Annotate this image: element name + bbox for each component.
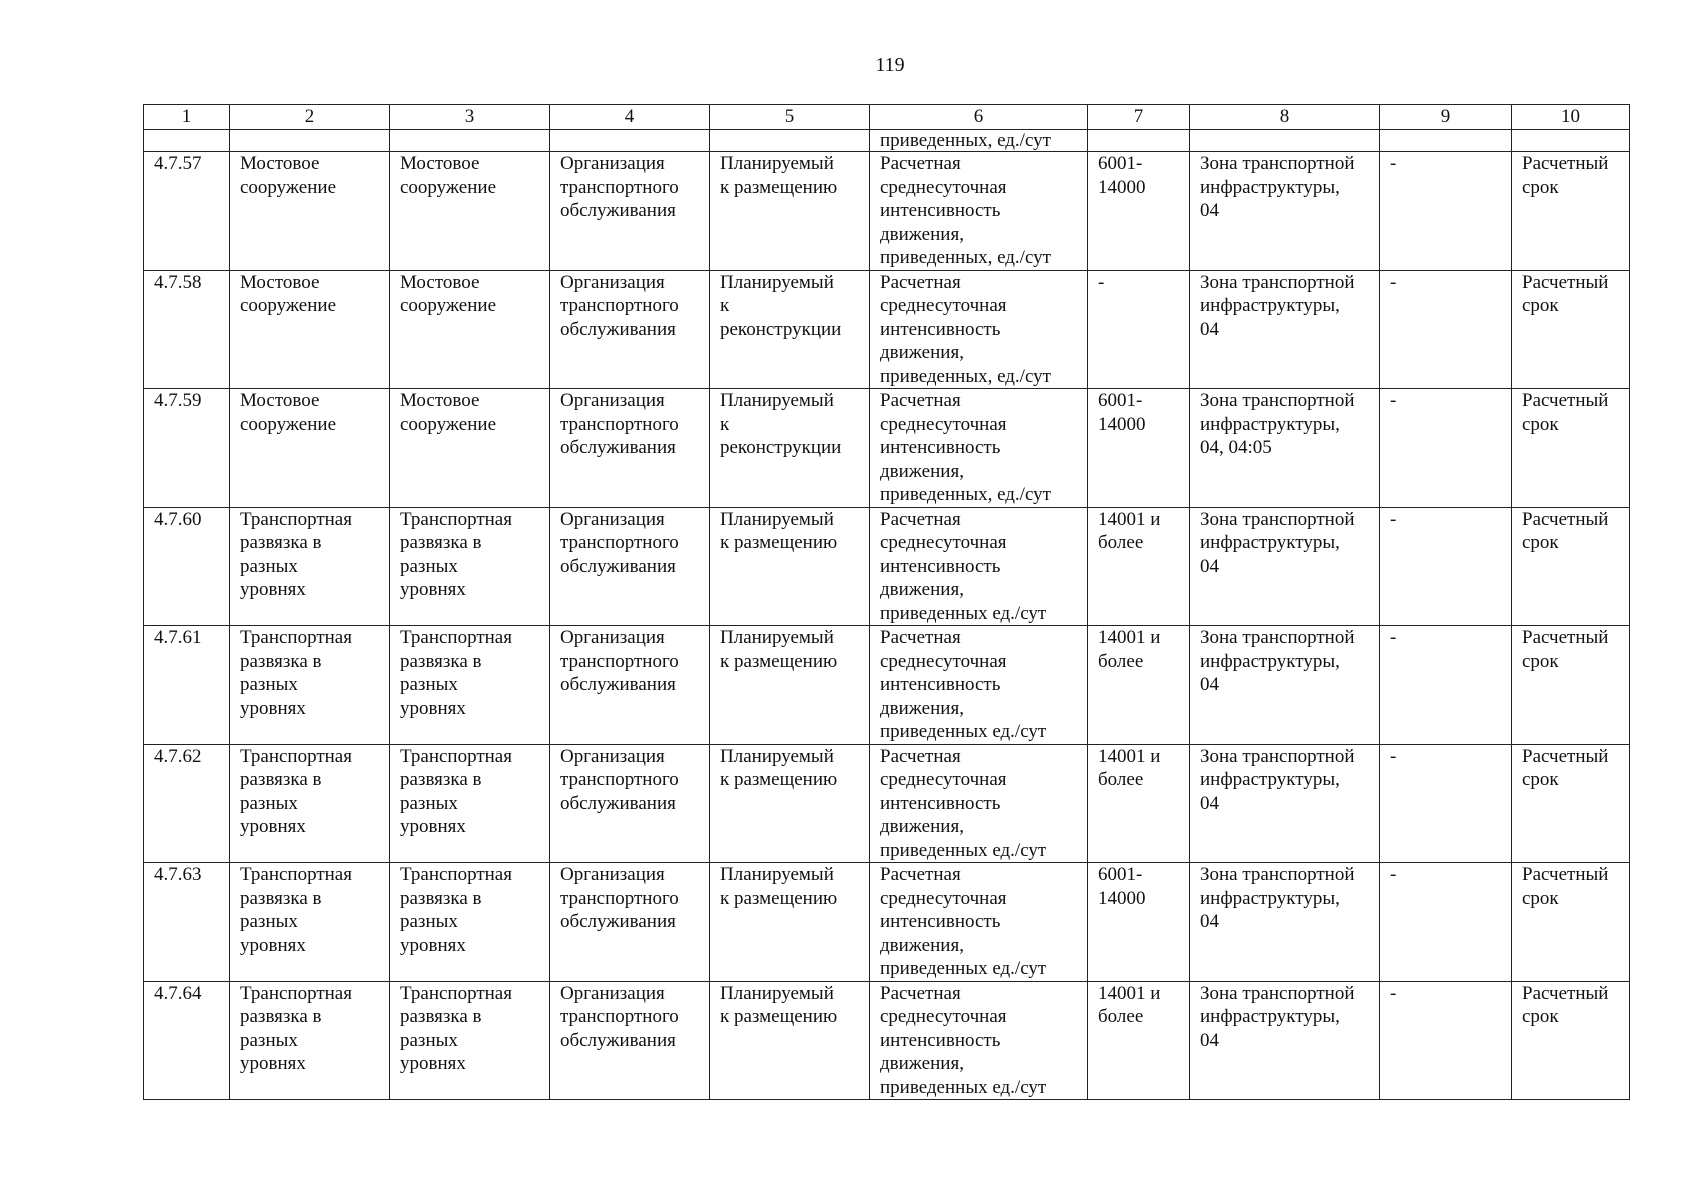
value-text: 6001- 14000 xyxy=(1098,390,1146,435)
empty-cell xyxy=(1512,130,1630,152)
header-row xyxy=(144,105,1630,130)
row-number-text: 4.7.63 xyxy=(154,864,202,885)
empty-cell xyxy=(710,130,870,152)
purpose-text: Организация транспортного обслуживания xyxy=(560,153,679,221)
object-name-cell xyxy=(390,152,550,271)
empty-cell xyxy=(1380,130,1512,152)
purpose-text: Организация транспортного обслуживания xyxy=(560,627,679,695)
column-header: 5 xyxy=(710,105,870,130)
zone-text: Зона транспортной инфраструктуры, 04 xyxy=(1200,508,1355,577)
value-text: 14001 и более xyxy=(1098,627,1161,672)
characteristic-text: Расчетная среднесуточная интенсивность движения, приведенных ед./сут xyxy=(880,745,1047,861)
continuation-row xyxy=(144,130,1630,152)
row-number-cell xyxy=(144,863,230,982)
object-type-cell xyxy=(230,744,390,863)
value-cell xyxy=(1088,863,1190,982)
value-text: 6001- 14000 xyxy=(1098,864,1146,909)
value-text: 14001 и более xyxy=(1098,982,1161,1027)
column-header: 8 xyxy=(1190,105,1380,130)
status-cell xyxy=(710,626,870,745)
row-number-text: 4.7.58 xyxy=(154,271,202,293)
characteristic-cell xyxy=(870,507,1088,626)
zone-text: Зона транспортной инфраструктуры, 04, 04:05 xyxy=(1200,390,1355,458)
column-header: 2 xyxy=(230,105,390,130)
page-number: 119 xyxy=(875,54,905,76)
object-name-cell xyxy=(390,744,550,863)
row-number-cell xyxy=(144,626,230,745)
characteristic-cell xyxy=(870,626,1088,745)
term-cell xyxy=(1512,507,1630,626)
object-name-text: Мостовое сооружение xyxy=(400,271,497,316)
status-cell xyxy=(710,270,870,389)
location-cell xyxy=(1380,981,1512,1100)
zone-cell xyxy=(1190,152,1380,271)
value-cell xyxy=(1088,270,1190,389)
term-text: Расчетный срок xyxy=(1522,864,1609,909)
status-text: Планируемый к размещению xyxy=(720,982,838,1027)
purpose-cell xyxy=(550,626,710,745)
empty-cell xyxy=(1190,130,1380,152)
purpose-cell xyxy=(550,152,710,271)
object-type-text: Транспортная развязка в разных уровнях xyxy=(240,982,352,1074)
object-name-text: Транспортная развязка в разных уровнях xyxy=(400,627,512,719)
empty-cell xyxy=(230,130,390,152)
object-type-cell xyxy=(230,981,390,1100)
term-cell xyxy=(1512,270,1630,389)
purpose-text: Организация транспортного обслуживания xyxy=(560,390,679,458)
column-header: 1 xyxy=(144,105,230,130)
characteristic-cell xyxy=(870,152,1088,271)
row-number-text: 4.7.59 xyxy=(154,390,202,411)
object-type-cell xyxy=(230,863,390,982)
purpose-cell xyxy=(550,744,710,863)
row-number-cell xyxy=(144,744,230,863)
term-text: Расчетный срок xyxy=(1522,390,1609,435)
value-cell xyxy=(1088,626,1190,745)
status-text: Планируемый к размещению xyxy=(720,864,838,909)
object-type-text: Транспортная развязка в разных уровнях xyxy=(240,864,352,956)
object-name-text: Транспортная развязка в разных уровнях xyxy=(400,982,512,1074)
location-text: - xyxy=(1390,390,1397,411)
term-cell xyxy=(1512,981,1630,1100)
status-text: Планируемый к размещению xyxy=(720,745,838,790)
object-type-text: Мостовое сооружение xyxy=(240,153,337,198)
object-type-cell xyxy=(230,152,390,271)
purpose-text: Организация транспортного обслуживания xyxy=(560,982,679,1051)
object-name-cell xyxy=(390,981,550,1100)
empty-cell xyxy=(390,130,550,152)
term-text: Расчетный срок xyxy=(1522,508,1609,553)
term-text: Расчетный срок xyxy=(1522,271,1609,316)
object-name-cell xyxy=(390,389,550,508)
zone-cell xyxy=(1190,626,1380,745)
term-cell xyxy=(1512,863,1630,982)
row-number-text: 4.7.64 xyxy=(154,982,202,1004)
location-cell xyxy=(1380,863,1512,982)
table-row xyxy=(144,507,1630,626)
value-text: 6001- 14000 xyxy=(1098,153,1146,198)
column-header: 3 xyxy=(390,105,550,130)
column-header: 9 xyxy=(1380,105,1512,130)
value-cell xyxy=(1088,744,1190,863)
status-cell xyxy=(710,981,870,1100)
object-type-cell xyxy=(230,389,390,508)
location-cell xyxy=(1380,626,1512,745)
row-number-text: 4.7.61 xyxy=(154,627,202,648)
object-name-text: Транспортная развязка в разных уровнях xyxy=(400,864,512,956)
location-text: - xyxy=(1390,627,1397,648)
status-text: Планируемый к реконструкции xyxy=(720,390,842,458)
characteristic-cell xyxy=(870,863,1088,982)
continuation-text: приведенных, ед./сут xyxy=(870,130,1088,152)
purpose-text: Организация транспортного обслуживания xyxy=(560,271,679,340)
zone-text: Зона транспортной инфраструктуры, 04 xyxy=(1200,271,1355,340)
zone-cell xyxy=(1190,981,1380,1100)
row-number-text: 4.7.62 xyxy=(154,745,202,767)
term-text: Расчетный срок xyxy=(1522,982,1609,1027)
characteristic-text: Расчетная среднесуточная интенсивность движения, приведенных ед./сут xyxy=(880,982,1047,1098)
characteristic-text: Расчетная среднесуточная интенсивность движения, приведенных ед./сут xyxy=(880,508,1047,624)
term-text: Расчетный срок xyxy=(1522,627,1609,672)
term-cell xyxy=(1512,626,1630,745)
location-cell xyxy=(1380,152,1512,271)
term-cell xyxy=(1512,389,1630,508)
purpose-cell xyxy=(550,863,710,982)
term-text: Расчетный срок xyxy=(1522,745,1609,790)
empty-cell xyxy=(144,130,230,152)
location-text: - xyxy=(1390,982,1397,1004)
object-name-text: Транспортная развязка в разных уровнях xyxy=(400,745,512,837)
zone-text: Зона транспортной инфраструктуры, 04 xyxy=(1200,982,1355,1051)
column-header: 10 xyxy=(1512,105,1630,130)
zone-cell xyxy=(1190,270,1380,389)
table-row xyxy=(144,981,1630,1100)
table-row xyxy=(144,863,1630,982)
value-cell xyxy=(1088,389,1190,508)
value-cell xyxy=(1088,507,1190,626)
purpose-cell xyxy=(550,507,710,626)
table-row xyxy=(144,152,1630,271)
characteristic-text: Расчетная среднесуточная интенсивность движения, приведенных, ед./сут xyxy=(880,271,1051,387)
object-type-text: Транспортная развязка в разных уровнях xyxy=(240,745,352,837)
status-text: Планируемый к размещению xyxy=(720,153,838,198)
column-header: 4 xyxy=(550,105,710,130)
zone-cell xyxy=(1190,744,1380,863)
purpose-cell xyxy=(550,981,710,1100)
status-cell xyxy=(710,507,870,626)
object-name-cell xyxy=(390,863,550,982)
empty-cell xyxy=(550,130,710,152)
value-cell xyxy=(1088,152,1190,271)
characteristic-cell xyxy=(870,270,1088,389)
characteristic-text: Расчетная среднесуточная интенсивность движения, приведенных, ед./сут xyxy=(880,390,1051,505)
status-cell xyxy=(710,744,870,863)
zone-cell xyxy=(1190,863,1380,982)
empty-cell xyxy=(1088,130,1190,152)
location-cell xyxy=(1380,389,1512,508)
location-cell xyxy=(1380,744,1512,863)
characteristic-cell xyxy=(870,981,1088,1100)
purpose-cell xyxy=(550,270,710,389)
object-name-cell xyxy=(390,626,550,745)
purpose-text: Организация транспортного обслуживания xyxy=(560,745,679,814)
characteristic-text: Расчетная среднесуточная интенсивность движения, приведенных ед./сут xyxy=(880,627,1047,742)
purpose-text: Организация транспортного обслуживания xyxy=(560,508,679,577)
status-cell xyxy=(710,863,870,982)
zone-text: Зона транспортной инфраструктуры, 04 xyxy=(1200,153,1355,221)
object-type-text: Мостовое сооружение xyxy=(240,390,337,435)
value-text: 14001 и более xyxy=(1098,508,1161,553)
location-cell xyxy=(1380,270,1512,389)
object-name-text: Мостовое сооружение xyxy=(400,153,497,198)
purpose-text: Организация транспортного обслуживания xyxy=(560,864,679,932)
location-text: - xyxy=(1390,745,1397,767)
purpose-cell xyxy=(550,389,710,508)
location-text: - xyxy=(1390,508,1397,530)
table-row xyxy=(144,270,1630,389)
value-text: 14001 и более xyxy=(1098,745,1161,790)
object-type-text: Мостовое сооружение xyxy=(240,271,337,316)
characteristic-cell xyxy=(870,389,1088,508)
table-row xyxy=(144,626,1630,745)
value-text: - xyxy=(1098,271,1105,293)
row-number-text: 4.7.57 xyxy=(154,153,202,174)
object-name-cell xyxy=(390,507,550,626)
object-name-text: Транспортная развязка в разных уровнях xyxy=(400,508,512,600)
row-number-cell xyxy=(144,152,230,271)
row-number-cell xyxy=(144,270,230,389)
object-type-cell xyxy=(230,507,390,626)
term-cell xyxy=(1512,152,1630,271)
row-number-cell xyxy=(144,389,230,508)
term-cell xyxy=(1512,744,1630,863)
status-cell xyxy=(710,389,870,508)
zone-text: Зона транспортной инфраструктуры, 04 xyxy=(1200,745,1355,814)
column-header: 7 xyxy=(1088,105,1190,130)
status-text: Планируемый к размещению xyxy=(720,508,838,553)
object-type-cell xyxy=(230,270,390,389)
location-cell xyxy=(1380,507,1512,626)
characteristic-text: Расчетная среднесуточная интенсивность движения, приведенных ед./сут xyxy=(880,864,1047,979)
row-number-cell xyxy=(144,507,230,626)
table-row xyxy=(144,744,1630,863)
status-text: Планируемый к размещению xyxy=(720,627,838,672)
zone-text: Зона транспортной инфраструктуры, 04 xyxy=(1200,627,1355,695)
characteristic-text: Расчетная среднесуточная интенсивность движения, приведенных, ед./сут xyxy=(880,153,1051,268)
location-text: - xyxy=(1390,153,1397,174)
zone-cell xyxy=(1190,507,1380,626)
location-text: - xyxy=(1390,271,1397,293)
object-type-text: Транспортная развязка в разных уровнях xyxy=(240,627,352,719)
object-type-text: Транспортная развязка в разных уровнях xyxy=(240,508,352,600)
status-text: Планируемый к реконструкции xyxy=(720,271,842,340)
characteristic-cell xyxy=(870,744,1088,863)
value-cell xyxy=(1088,981,1190,1100)
status-cell xyxy=(710,152,870,271)
column-header: 6 xyxy=(870,105,1088,130)
term-text: Расчетный срок xyxy=(1522,153,1609,198)
location-text: - xyxy=(1390,864,1397,885)
table-row xyxy=(144,389,1630,508)
object-name-text: Мостовое сооружение xyxy=(400,390,497,435)
zone-cell xyxy=(1190,389,1380,508)
data-table xyxy=(143,104,1630,1100)
object-name-cell xyxy=(390,270,550,389)
object-type-cell xyxy=(230,626,390,745)
row-number-text: 4.7.60 xyxy=(154,508,202,530)
row-number-cell xyxy=(144,981,230,1100)
zone-text: Зона транспортной инфраструктуры, 04 xyxy=(1200,864,1355,932)
